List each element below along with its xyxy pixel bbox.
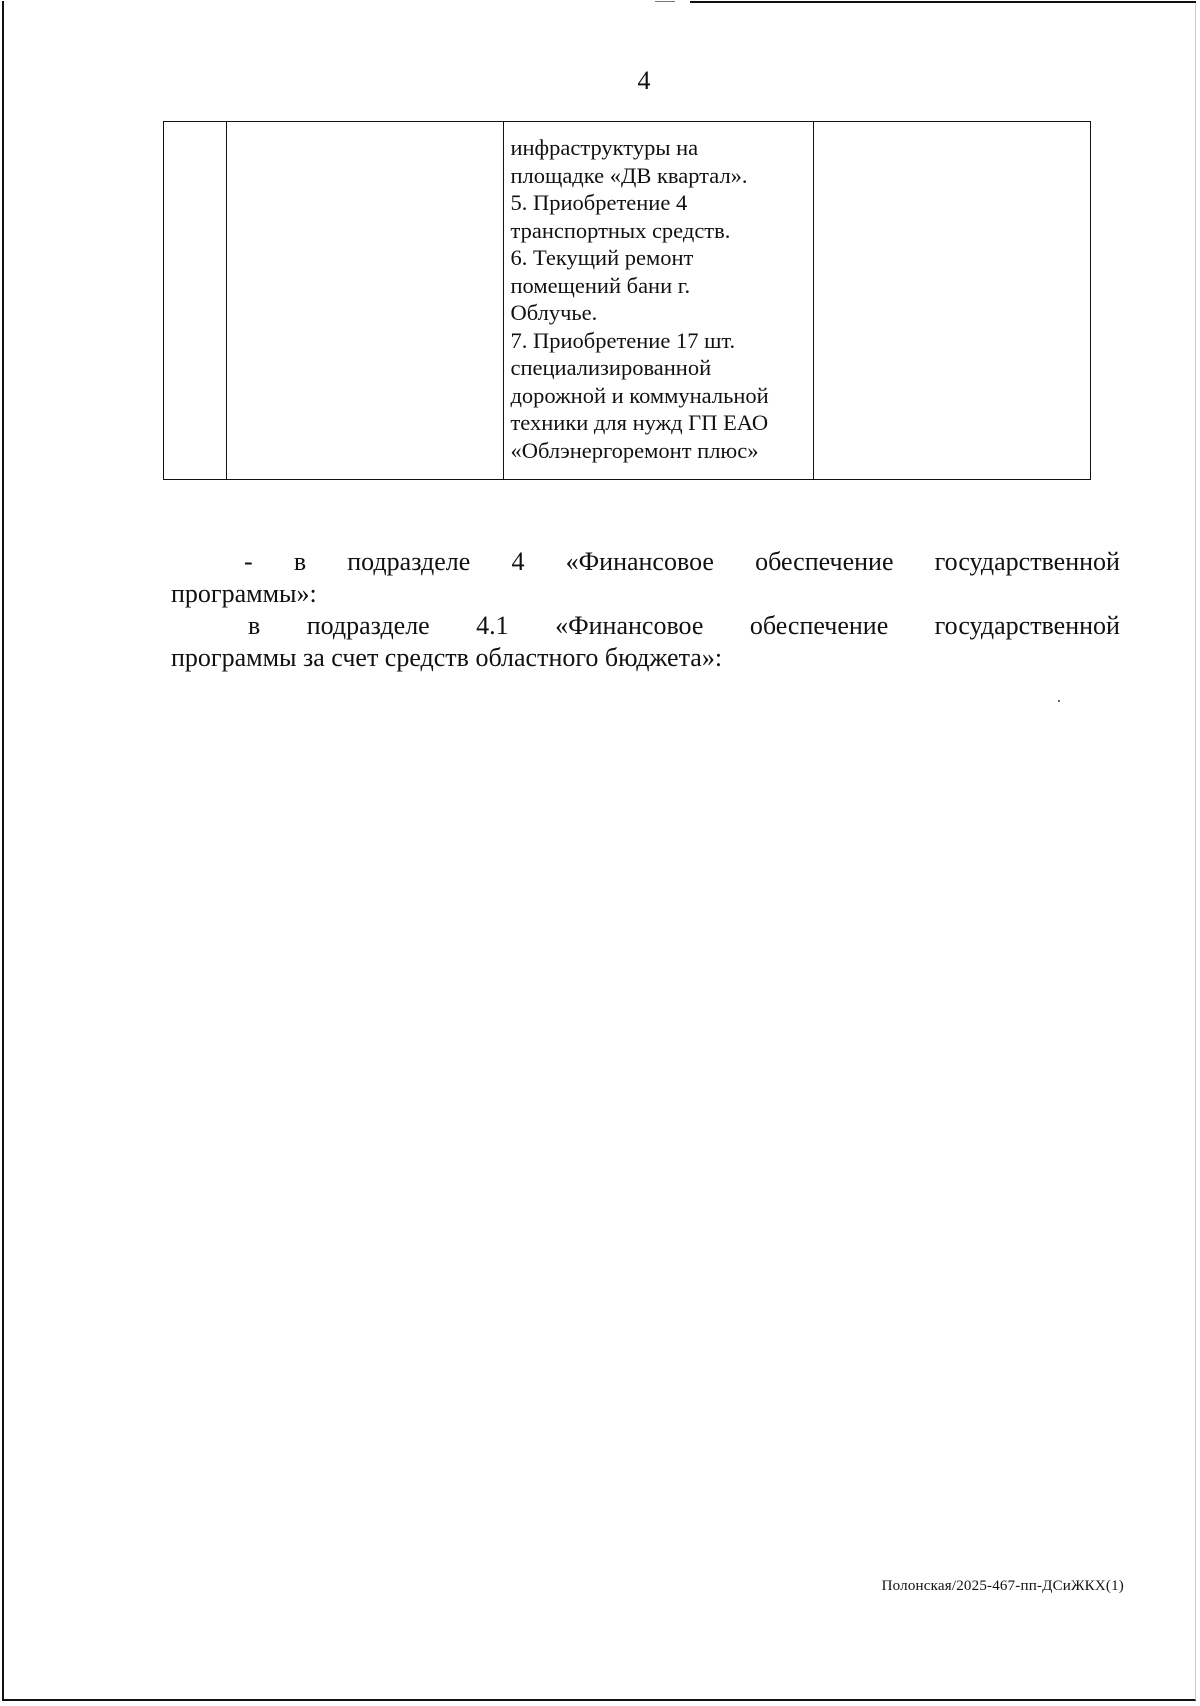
results-line: площадке «ДВ квартал». — [510, 162, 748, 188]
results-line: 6. Текущий ремонт — [510, 245, 694, 270]
table-cell-results — [504, 122, 814, 480]
word: государственной — [934, 547, 1120, 576]
word: государственной — [934, 611, 1120, 640]
results-line: транспортных средств. — [510, 217, 731, 243]
results-line: техники для нужд ГП ЕАО — [510, 410, 769, 435]
word: в — [293, 547, 307, 576]
results-text — [504, 122, 813, 464]
table-cell-empty — [814, 122, 1091, 480]
results-line: «Облэнергоремонт плюс» — [510, 437, 759, 463]
scan-speck — [1058, 700, 1060, 702]
paragraph-line: программы за счет средств областного бюджета»: — [171, 643, 723, 672]
table-row — [164, 122, 1091, 480]
word: 4 — [511, 547, 525, 576]
word: «Финансовое — [555, 611, 704, 640]
results-line: 5. Приобретение 4 — [510, 190, 688, 215]
word: «Финансовое — [565, 547, 714, 576]
results-line: специализированной — [510, 355, 712, 380]
page-number: 4 — [637, 66, 651, 95]
paragraph-line: программы»: — [171, 579, 317, 608]
paragraph-subsection-4-1 — [171, 610, 1120, 674]
paragraph-line — [171, 546, 1120, 578]
paragraph-subsection-4 — [171, 546, 1120, 610]
results-line: помещений бани г. — [510, 272, 691, 298]
results-line: Облучье. — [510, 300, 598, 325]
scan-top-edge — [690, 1, 1196, 3]
word: обеспечение — [755, 547, 894, 576]
table-cell-name — [226, 122, 504, 480]
word: - — [244, 547, 253, 576]
word: подразделе — [306, 611, 430, 640]
continuation-table — [163, 121, 1091, 480]
word: обеспечение — [749, 611, 889, 640]
document-footer-code: Полонская/2025-467-пп-ДСиЖКХ(1) — [881, 1578, 1124, 1594]
scan-top-mark — [655, 1, 675, 2]
table-cell-number — [164, 122, 227, 480]
word: 4.1 — [476, 611, 509, 640]
results-line: инфраструктуры на — [510, 135, 699, 160]
word: подразделе — [347, 547, 471, 576]
paragraph-line — [171, 610, 1120, 642]
results-line: дорожной и коммунальной — [510, 382, 769, 408]
word: в — [248, 611, 261, 640]
results-line: 7. Приобретение 17 шт. — [510, 327, 736, 353]
